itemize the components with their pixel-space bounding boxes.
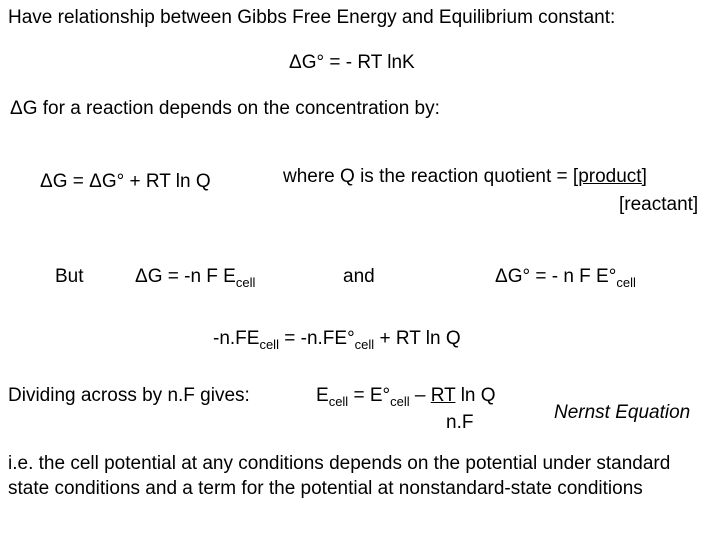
cell-subscript: cell xyxy=(328,394,349,409)
eq5-part1: -n.FE xyxy=(213,328,260,349)
equation-standard-gibbs-ecell xyxy=(495,266,636,294)
nernst-mid: = E° xyxy=(348,385,391,406)
nernst-nf-denominator: n.F xyxy=(446,412,474,433)
cell-subscript: cell xyxy=(235,275,256,290)
nernst-equation-label: Nernst Equation xyxy=(554,402,691,423)
conclusion-text: i.e. the cell potential at any conditions depends on the potential under standard state conditions and a term for the potential at nonstandard-state conditions xyxy=(8,453,671,499)
eq5-part2: = -n.FE° xyxy=(278,328,355,349)
cell-subscript: cell xyxy=(616,275,636,290)
cell-subscript: cell xyxy=(259,337,279,352)
where-text: where Q is the reaction quotient = xyxy=(283,166,573,187)
eq3-main: ΔG = -n F E xyxy=(135,266,236,287)
reactant-label: [reactant] xyxy=(619,194,699,215)
nernst-lnq: ln Q xyxy=(455,385,496,406)
equation-gibbs-quotient: ΔG = ΔG° + RT ln Q xyxy=(40,171,211,192)
nernst-equation xyxy=(316,385,496,413)
equation-gibbs-equilibrium: ΔG° = - RT lnK xyxy=(289,52,415,73)
reaction-quotient-definition xyxy=(283,166,647,188)
eq4-main: ΔG° = - n F E° xyxy=(495,266,617,287)
nernst-rt-numerator: RT xyxy=(430,385,456,406)
dependence-text: ΔG for a reaction depends on the concentration by: xyxy=(10,98,440,119)
nernst-e: E xyxy=(316,385,329,406)
product-label: [product] xyxy=(572,166,647,187)
eq5-part3: + RT ln Q xyxy=(374,328,461,349)
equation-gibbs-ecell xyxy=(135,266,255,294)
cell-subscript: cell xyxy=(354,337,375,352)
and-text: and xyxy=(343,266,375,287)
cell-subscript: cell xyxy=(390,394,410,409)
dividing-text: Dividing across by n.F gives: xyxy=(8,385,250,406)
nernst-dash: – xyxy=(409,385,431,406)
equation-combined xyxy=(213,328,461,356)
intro-text: Have relationship between Gibbs Free Energy and Equilibrium constant: xyxy=(8,7,616,28)
but-text: But xyxy=(55,266,84,287)
